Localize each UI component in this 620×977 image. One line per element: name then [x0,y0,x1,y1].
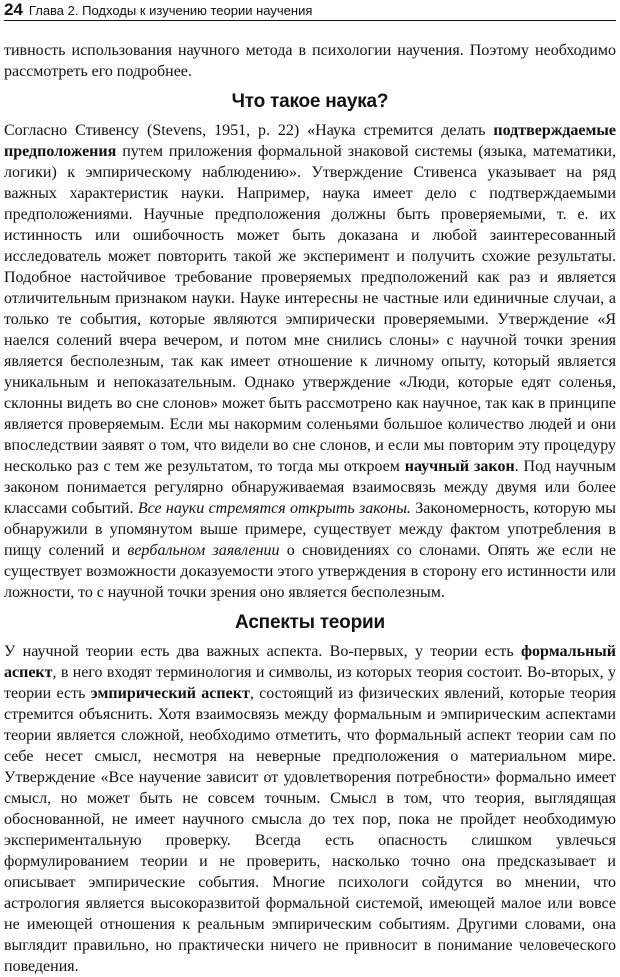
term-bold: научный закон [404,458,515,475]
chapter-title: Глава 2. Подходы к изучению теории научения [28,3,313,18]
emphasis-italic: вербальном заявлении [127,542,280,559]
text-run: о сновидениях со слонами. Опять же если не существует возможности доказуемости этого утверждения в сторону его истинности или ложности, то с научной точки зрения оно является бесполезным. [4,542,616,601]
text-run: У научной теории есть два важных аспекта. Во-первых, у теории есть [4,643,521,660]
intro-paragraph: тивность использования научного метода в психологии научения. Поэтому необходимо рассмотреть его подробнее. [4,42,616,80]
term-bold: формальный аспект [4,643,616,681]
running-header [4,0,616,21]
text-run: , в него входят терминология и символы, из которых теория состоит. Во-вторых, у теории есть [4,664,616,702]
text-run: Согласно Стивенсу (Stevens, 1951, p. 22) «Наука стремится делать [4,122,494,139]
section2-paragraph [4,641,616,977]
section-heading-aspects-of-theory: Аспекты теории [235,612,385,633]
text-run: путем приложения формальной знаковой системы (языка, математики, логики) к эмпирическому наблюдению». Утверждение Стивенса указывает на ряд важных характеристик науки. Например, наука имеет дело с подтверждаемыми предположениями. Научные предположения должны быть проверяемыми, т. е. их истинность или ошибочность может быть доказана и любой заинтересованный исследователь может повторить такой же эксперимент и получить схожие результаты. Подобное настойчивое требование проверяемых предположений как раз и является отличительным признаком науки. Науке интересны не частные или единичные случаи, а только те события, которые являются эмпирически проверяемыми. Утверждение «Я наелся солений вчера вечером, и потом мне снились слоны» с научной точки зрения является бесполезным, так как имеет отношение к личному опыту, который является уникальным и непоказательным. Однако утверждение «Люди, которые едят соленья, склонны видеть во сне слонов» может быть рассмотрено как научное, так как в принципе является проверяемым. Если мы накормим соленьями большое количество людей и они впоследствии заявят о том, что видели во сне слонов, и если мы повторим эту процедуру несколько раз с тем же результатом, то тогда мы откроем [4,143,616,475]
section-heading-what-is-science: Что такое наука? [231,91,389,112]
emphasis-italic: Все науки стремятся открыть законы. [137,500,411,517]
body-text [4,40,616,977]
section1-paragraph [4,120,616,603]
text-run: , состоящий из физических явлений, которые теория стремится объяснить. Хотя взаимосвязь между формальным и эмпирическим аспектами теории является сложной, необходимо отметить, что формальный аспект теории сам по себе несет смысл, несмотря на неверные предположения о материальном мире. Утверждение «Все научение зависит от удовлетворения потребности» формально имеет смысл, но может быть не совсем точным. Смысл в том, что теория, выглядящая обоснованной, не имеет научного смысла до тех пор, пока не пройдет необходимую экспериментальную проверку. Всегда есть опасность слишком увлечься формулированием теории и не проверить, насколько точно она предсказывает и описывает эмпирические события. Многие психологи сойдутся во мнении, что астрология является высокоразвитой формальной системой, имеющей малое или вовсе не имеющей отношения к реальным эмпирическим событиям. Другими словами, она выглядит правильно, но практически ничего не привносит в понимание человеческого поведения. [4,685,617,975]
term-bold: подтверждаемые предположения [4,122,616,160]
text-run: Закономерность, которую мы обнаружили в упомянутом выше примере, существует между фактом употребления в пищу солений и [4,500,616,559]
term-bold: эмпирический аспект [90,685,250,702]
text-run: . Под научным законом понимается регулярно обнаруживаемая взаимосвязь между двумя или более классами событий. [4,458,616,517]
page-number: 24 [4,0,23,19]
